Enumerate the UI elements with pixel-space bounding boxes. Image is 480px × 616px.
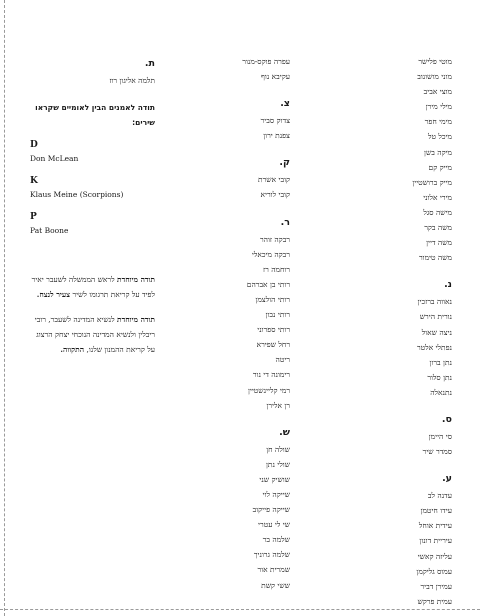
letter-heading-resh: ר.: [280, 216, 290, 228]
name-entry: רותי הולצמן: [255, 294, 290, 304]
name-entry: נפתלי אלטר: [416, 342, 452, 352]
name-entry: שולה חן: [266, 444, 290, 454]
names-column-right: [342, 54, 452, 609]
name-entry: רחל שפירא: [256, 340, 290, 350]
name-entry: ריטה: [275, 355, 290, 365]
name-entry: מימי חפר: [424, 117, 452, 127]
name-entry: שי לי עטרי: [258, 520, 290, 530]
name-entry: מוטי פלישר: [418, 57, 452, 66]
letter-heading-nun: נ.: [444, 279, 452, 291]
name-entry: סמדר שיר: [422, 447, 452, 457]
name-entry: מוצי אביב: [423, 87, 452, 97]
name-entry: שלמה בר: [262, 535, 290, 545]
name-list: [180, 442, 290, 593]
special-thanks-paragraph: [30, 272, 155, 302]
name-list: [180, 54, 290, 84]
names-column-middle: [180, 54, 290, 593]
name-list: [180, 113, 290, 143]
letter-heading-samekh: ס.: [441, 413, 452, 425]
name-entry: מירי אלוני: [423, 192, 452, 202]
letter-heading-p: P: [30, 212, 37, 223]
special-thanks-paragraph: [30, 312, 155, 357]
name-list: [30, 73, 155, 88]
name-list: [342, 54, 452, 265]
name-entry: שולי נתן: [265, 459, 290, 469]
name-entry: עקיבא נוף: [261, 72, 290, 82]
name-entry: עדנה לב: [427, 491, 452, 501]
name-entry: רותי ספרוני: [257, 325, 290, 335]
name-entry: נאווה ברזכין: [417, 297, 452, 307]
letter-heading-shin: ש.: [279, 426, 290, 438]
name-entry: מיכל טל: [427, 132, 452, 142]
letter-heading-kuf: ק.: [279, 157, 290, 169]
name-entry: רימונה די נור: [252, 370, 290, 380]
name-entry: משה בקר: [424, 223, 452, 233]
name-entry: רותי בן אברהם: [246, 279, 290, 289]
name-list: [342, 429, 452, 459]
song-title: צעיר לנצח.: [36, 290, 71, 300]
name-entry: רן אלירן: [266, 400, 290, 410]
name-entry: נתנאלה: [430, 387, 452, 397]
artist-name: Don McLean: [30, 154, 79, 164]
name-entry: עמירן דביר: [420, 581, 452, 591]
name-entry: עליזה קאשי: [417, 551, 452, 561]
name-entry: עמית פרקש: [417, 596, 452, 606]
name-entry: צדוק סביר: [260, 116, 290, 126]
cut-line-left: [4, 0, 5, 616]
name-entry: קובי לוריא: [260, 190, 290, 200]
artist-name: Pat Boone: [30, 226, 69, 236]
name-entry: רבקה מיכאלי: [251, 249, 290, 259]
paragraph-text: לראש הממשלה לשעבר יאיר לפיד על קריאת תרגומו לשיר: [31, 275, 155, 300]
name-entry: תלמה אליגון רוז: [109, 76, 155, 85]
anthem-title: התקווה.: [60, 345, 85, 355]
international-thanks-title: תודה לאמנים הבין לאומיים שקראו שירים:: [35, 103, 155, 128]
name-entry: עפרה פוקס-מנור: [242, 57, 290, 66]
cut-line-bottom: [0, 609, 480, 610]
name-entry: סי היימן: [428, 431, 452, 441]
name-entry: רוחמה רז: [263, 264, 290, 274]
paragraph-text: לנשיא המדינה לשעבר, רובי ריבלין ולנשיא המדינה הנוכחי יצחק הרצוג על קריאת ההמנון שלנו,: [34, 315, 155, 355]
name-entry: ניצה שאול: [421, 327, 452, 337]
emphasis: תודה מיוחדת: [117, 275, 155, 285]
name-entry: רמי קליינשטיין: [247, 385, 290, 395]
name-list: [180, 232, 290, 413]
name-entry: עיריית דונון: [419, 536, 452, 546]
name-entry: שמרית אור: [257, 565, 290, 575]
name-entry: מיקה בשן: [424, 147, 452, 157]
name-entry: נתן סלור: [427, 372, 452, 382]
name-entry: קובי אשרת: [258, 175, 290, 185]
name-entry: מייק קם: [428, 162, 452, 172]
letter-heading-tav: ת.: [144, 58, 155, 69]
letter-heading-tsadi: צ.: [280, 98, 290, 110]
international-artists: [30, 138, 155, 238]
name-entry: משה דיין: [426, 238, 452, 248]
name-entry: משה טימור: [419, 253, 452, 263]
artist-name: Klaus Meine (Scorpions): [30, 190, 124, 200]
name-list: [342, 294, 452, 400]
name-entry: צפנת ירון: [263, 131, 290, 141]
name-entry: שלמה גרוניך: [253, 550, 290, 560]
name-entry: שושיק שני: [259, 474, 290, 484]
name-entry: עמוס גליקמן: [416, 566, 452, 576]
name-entry: ששי קשת: [261, 580, 290, 590]
name-entry: עידו חיטמן: [420, 506, 452, 516]
letter-heading-k: K: [30, 176, 38, 187]
name-list: [342, 488, 452, 609]
name-entry: עידית אוחל: [418, 521, 452, 531]
name-entry: רבקה זוהר: [259, 234, 290, 244]
name-list: [180, 172, 290, 202]
name-entry: מילי מירן: [425, 102, 452, 112]
name-entry: מוני מושונוב: [417, 72, 452, 82]
name-entry: רותי נבון: [265, 310, 290, 320]
emphasis: תודה מיוחדת: [117, 315, 155, 325]
name-entry: שייקה לוי: [262, 489, 290, 499]
letter-heading-d: D: [30, 140, 38, 151]
name-entry: נתן ברון: [429, 357, 452, 367]
name-entry: נורית הירש: [419, 312, 452, 322]
name-entry: מישה סגל: [423, 207, 452, 217]
name-entry: שייקה פייקוב: [252, 505, 290, 515]
name-entry: מייק ברושטיין: [412, 177, 452, 187]
letter-heading-ayin: ע.: [442, 473, 452, 485]
acknowledgements-column: [30, 54, 155, 357]
